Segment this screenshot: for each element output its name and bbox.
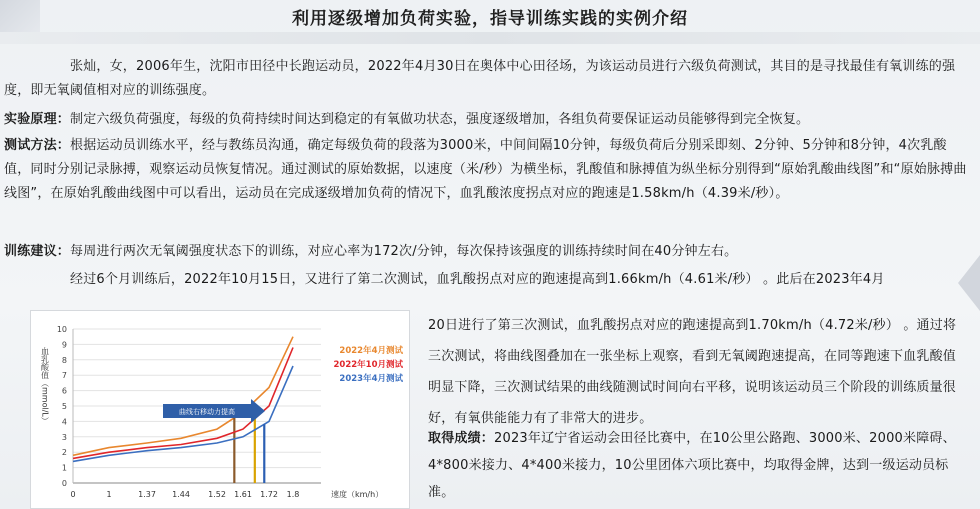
method-paragraph [4, 134, 972, 206]
x-tick-label: 1.37 [138, 490, 156, 499]
annotation-arrow [251, 399, 265, 423]
lactate-chart [30, 310, 410, 509]
principle-text: 制定六级负荷强度，每级的负荷持续时间达到稳定的有氧做功状态，强度逐级增加，各组负荷要保证运动员能够得到完全恢复。 [70, 112, 810, 127]
advice-label: 训练建议： [4, 244, 71, 259]
x-tick-label: 1.72 [260, 490, 278, 499]
y-tick-label: 10 [56, 325, 67, 334]
next-arrow-decoration [958, 255, 980, 311]
y-tick-label: 3 [61, 432, 67, 442]
x-axis-label: 速度（km/h） [331, 490, 384, 499]
principle-label: 实验原理： [4, 112, 71, 127]
advice-text: 每周进行两次无氧阈强度状态下的训练，对应心率为172次/分钟，每次保持该强度的训练持续时间在40分钟左右。 [70, 244, 738, 259]
series-line [73, 348, 293, 459]
lactate-chart-svg [31, 311, 409, 508]
achievement-paragraph [428, 425, 968, 506]
y-tick-label: 6 [61, 386, 67, 396]
legend-entry: 2022年10月测试 [333, 360, 403, 370]
x-tick-label: 1.8 [286, 490, 300, 499]
y-tick-label: 7 [61, 371, 67, 381]
page-title: 利用逐级增加负荷实验，指导训练实践的实例介绍 [292, 9, 688, 29]
second-test-paragraph: 经过6个月训练后，2022年10月15日，又进行了第二次测试，血乳酸拐点对应的跑速提高到1.66km/h（4.61米/秒） 。此后在2023年4月 [70, 272, 885, 287]
intro-paragraph: 张灿，女，2006年生，沈阳市田径中长跑运动员，2022年4月30日在奥体中心田径场，为该运动员进行六级负荷测试，其目的是寻找最佳有氧训练的强度，即无氧阈值相对应的训练强度。 [4, 59, 956, 98]
principle-paragraph [4, 108, 972, 132]
y-tick-label: 4 [61, 417, 67, 427]
series-line [73, 337, 293, 456]
annotation-label: 曲线右移动力提高 [179, 408, 235, 416]
y-tick-label: 5 [61, 402, 67, 411]
y-tick-label: 0 [61, 479, 67, 488]
legend-entry: 2022年4月测试 [339, 346, 403, 356]
y-tick-label: 9 [61, 340, 67, 350]
achievement-text: 2023年辽宁省运动会田径比赛中，在10公里公路跑、3000米、2000米障碍、4*800米接力、4*400米接力，10公里团体六项比赛中，均取得金牌，达到一级运动员标准。 [428, 431, 956, 500]
x-tick-label: 1.44 [172, 490, 190, 499]
x-tick-label: 1.61 [234, 490, 252, 499]
x-tick-label: 1 [106, 490, 112, 499]
method-label: 测试方法： [4, 138, 71, 153]
method-text: 根据运动员训练水平，经与教练员沟通，确定每级负荷的段落为3000米，中间间隔10分钟，每级负荷后分别采即刻、2分钟、5分钟和8分钟，4次乳酸值，同时分别记录脉搏，观察运动员恢复情况。通过测试的原始数据，以速度（米/秒）为横坐标，乳酸值和脉搏值为纵坐标分别得到“原始乳酸曲线图”和“原始脉搏曲线图”，在原始乳酸曲线图中可以看出，运动员在完成逐级增加负荷的情况下，血乳酸浓度拐点对应的跑速是1.58km/h（4.39米/秒）。 [4, 138, 967, 201]
y-tick-label: 8 [61, 355, 67, 365]
achievement-label: 取得成绩： [428, 431, 495, 446]
y-tick-label: 1 [61, 463, 67, 473]
title-divider [0, 32, 980, 44]
y-tick-label: 2 [61, 448, 67, 458]
x-tick-label: 1.52 [208, 490, 226, 499]
x-tick-label: 0 [70, 490, 76, 499]
third-test-paragraph: 20日进行了第三次测试，血乳酸拐点对应的跑速提高到1.70km/h（4.72米/秒） 。通过将三次测试，将曲线图叠加在一张坐标上观察，看到无氧阈跑速提高，在同等跑速下血乳酸值明显下降，三次测试结果的曲线随测试时间向右平移，说明该运动员三个阶段的训练质量很好，有氧供能能力有了非常大的进步。 [428, 318, 957, 426]
y-axis-label: 血乳酸值（mmol/L） [40, 347, 50, 425]
legend-entry: 2023年4月测试 [339, 374, 403, 384]
advice-paragraph [4, 240, 972, 264]
